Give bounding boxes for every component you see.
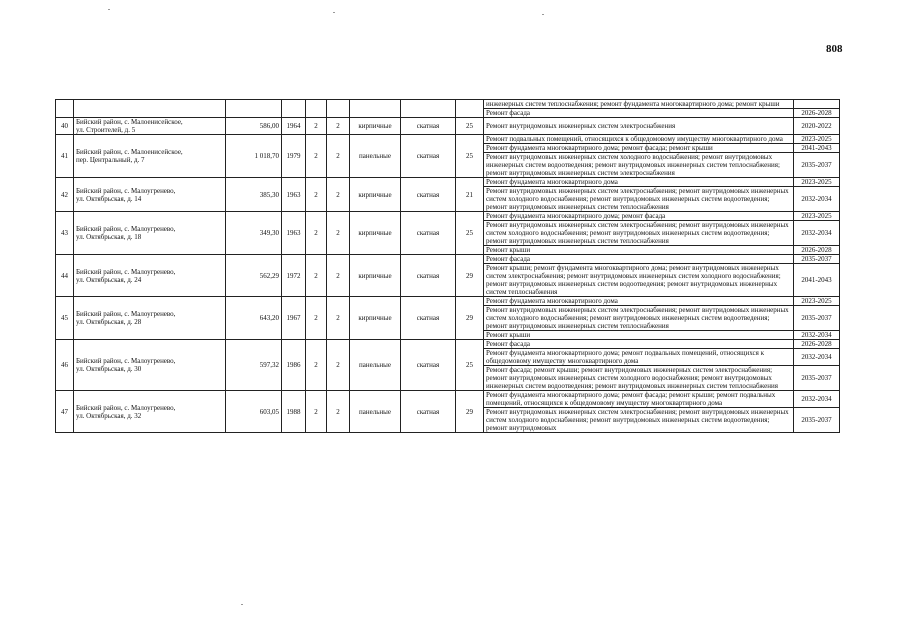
repair-period: 2041-2043 bbox=[794, 144, 840, 153]
area-cell bbox=[226, 100, 282, 118]
roof-cell bbox=[401, 100, 456, 118]
floor-count: 2 bbox=[306, 340, 327, 391]
repair-work-description: Ремонт фундамента многоквартирного дома; ремонт фасада; ремонт крыши bbox=[484, 144, 794, 153]
repair-work-description: Ремонт внутридомовых инженерных систем электроснабжения; ремонт внутридомовых инженерных систем холодного водоснабжения; ремонт внутридомовых инженерных систем водоотведения; ремонт внутридомовых bbox=[484, 408, 794, 433]
total-area: 597,32 bbox=[226, 340, 282, 391]
wear-percent: 25 bbox=[456, 118, 484, 135]
row-number: 44 bbox=[56, 255, 74, 297]
table-row bbox=[56, 212, 840, 221]
entrance-count: 2 bbox=[327, 212, 350, 255]
floor-count: 2 bbox=[306, 212, 327, 255]
house-address: Бийский район, с. Малоенисейское, пер. Центральный, д. 7 bbox=[74, 135, 226, 178]
repair-period: 2026-2028 bbox=[794, 246, 840, 255]
row-number: 41 bbox=[56, 135, 74, 178]
total-area: 1 018,70 bbox=[226, 135, 282, 178]
floor-count: 2 bbox=[306, 255, 327, 297]
table-row bbox=[56, 391, 840, 408]
repair-period: 2032-2034 bbox=[794, 331, 840, 340]
repair-period: 2032-2034 bbox=[794, 391, 840, 408]
wall-material: кирпичные bbox=[350, 178, 401, 212]
repair-work-description: Ремонт фундамента многоквартирного дома; ремонт фасада; ремонт крыши; ремонт подвальных помещений, относящихся к общедомовому имуществу многоквартирного дома bbox=[484, 391, 794, 408]
repair-period: 2032-2034 bbox=[794, 349, 840, 366]
house-address: Бийский район, с. Малоугренево, ул. Октябрьская, д. 30 bbox=[74, 340, 226, 391]
repair-work-description: Ремонт фасада; ремонт крыши; ремонт внутридомовых инженерных систем электроснабжения; ремонт внутридомовых инженерных систем холодного водоснабжения; ремонт внутридомовых инженерных систем водоотведения; ремонт внутридомовых инженерных систем теплоснабжения bbox=[484, 366, 794, 391]
entrance-count: 2 bbox=[327, 178, 350, 212]
housing-repair-table bbox=[55, 99, 840, 433]
wear-percent: 29 bbox=[456, 391, 484, 433]
repair-work-description: Ремонт внутридомовых инженерных систем электроснабжения; ремонт внутридомовых инженерных систем холодного водоснабжения; ремонт внутридомовых инженерных систем водоотведения; ремонт внутридомовых инженерных систем теплоснабжения bbox=[484, 187, 794, 212]
build-year: 1988 bbox=[282, 391, 306, 433]
repair-work-description: Ремонт внутридомовых инженерных систем электроснабжения bbox=[484, 118, 794, 135]
repair-period: 2035-2037 bbox=[794, 306, 840, 331]
table-row bbox=[56, 135, 840, 144]
row-number: 46 bbox=[56, 340, 74, 391]
repair-period: 2023-2025 bbox=[794, 135, 840, 144]
repair-period: 2032-2034 bbox=[794, 221, 840, 246]
house-address: Бийский район, с. Малоугренево, ул. Октябрьская, д. 24 bbox=[74, 255, 226, 297]
scan-speck bbox=[333, 12, 335, 13]
build-year: 1986 bbox=[282, 340, 306, 391]
repair-work-description: Ремонт фундамента многоквартирного дома; ремонт подвальных помещений, относящихся к общедомовому имуществу многоквартирного дома bbox=[484, 349, 794, 366]
wall-material: панельные bbox=[350, 391, 401, 433]
repair-work-description: Ремонт крыши bbox=[484, 246, 794, 255]
build-year: 1963 bbox=[282, 178, 306, 212]
repair-work-description: Ремонт внутридомовых инженерных систем электроснабжения; ремонт внутридомовых инженерных систем холодного водоснабжения; ремонт внутридомовых инженерных систем водоотведения; ремонт внутридомовых инженерных систем теплоснабжения bbox=[484, 221, 794, 246]
entrance-count: 2 bbox=[327, 391, 350, 433]
address-cell bbox=[74, 100, 226, 118]
roof-type: скатная bbox=[401, 255, 456, 297]
house-address: Бийский район, с. Малоугренево, ул. Октябрьская, д. 32 bbox=[74, 391, 226, 433]
row-number: 40 bbox=[56, 118, 74, 135]
scan-speck bbox=[542, 14, 544, 15]
table-row bbox=[56, 255, 840, 264]
build-year: 1979 bbox=[282, 135, 306, 178]
repair-period: 2032-2034 bbox=[794, 187, 840, 212]
row-number: 42 bbox=[56, 178, 74, 212]
roof-type: скатная bbox=[401, 340, 456, 391]
repair-period: 2035-2037 bbox=[794, 366, 840, 391]
house-address: Бийский район, с. Малоугренево, ул. Октябрьская, д. 18 bbox=[74, 212, 226, 255]
wear-percent: 25 bbox=[456, 135, 484, 178]
total-area: 385,30 bbox=[226, 178, 282, 212]
wear-percent: 29 bbox=[456, 297, 484, 340]
repair-period: 2023-2025 bbox=[794, 212, 840, 221]
repair-work-description: Ремонт крыши; ремонт фундамента многоквартирного дома; ремонт внутридомовых инженерных систем электроснабжения; ремонт внутридомовых инженерных систем холодного водоснабжения; ремонт внутридомовых инженерных систем водоотведения; ремонт внутридомовых инженерных систем теплоснабжения bbox=[484, 264, 794, 297]
entrance-count: 2 bbox=[327, 118, 350, 135]
table-row bbox=[56, 118, 840, 135]
table-row bbox=[56, 340, 840, 349]
build-year: 1972 bbox=[282, 255, 306, 297]
table-body bbox=[56, 100, 840, 433]
floor-count: 2 bbox=[306, 118, 327, 135]
wall-material: панельные bbox=[350, 135, 401, 178]
roof-type: скатная bbox=[401, 391, 456, 433]
repair-work-description: Ремонт крыши bbox=[484, 331, 794, 340]
total-area: 586,00 bbox=[226, 118, 282, 135]
period-cell: 2026-2028 bbox=[794, 109, 840, 118]
wall-material: кирпичные bbox=[350, 255, 401, 297]
floor-count: 2 bbox=[306, 391, 327, 433]
total-area: 349,30 bbox=[226, 212, 282, 255]
repair-period: 2041-2043 bbox=[794, 264, 840, 297]
entrance-count: 2 bbox=[327, 135, 350, 178]
wear-percent: 25 bbox=[456, 340, 484, 391]
wear-cell bbox=[456, 100, 484, 118]
repair-period: 2023-2025 bbox=[794, 178, 840, 187]
roof-type: скатная bbox=[401, 178, 456, 212]
wall-material: кирпичные bbox=[350, 212, 401, 255]
repair-period: 2035-2037 bbox=[794, 153, 840, 178]
repair-work-description: Ремонт внутридомовых инженерных систем электроснабжения; ремонт внутридомовых инженерных систем холодного водоснабжения; ремонт внутридомовых инженерных систем водоотведения; ремонт внутридомовых инженерных систем теплоснабжения bbox=[484, 306, 794, 331]
row-number: 43 bbox=[56, 212, 74, 255]
wear-percent: 29 bbox=[456, 255, 484, 297]
build-year: 1967 bbox=[282, 297, 306, 340]
scan-speck bbox=[241, 604, 243, 605]
build-year: 1963 bbox=[282, 212, 306, 255]
repair-period: 2023-2025 bbox=[794, 297, 840, 306]
repair-work-description: Ремонт внутридомовых инженерных систем холодного водоснабжения; ремонт внутридомовых инженерных систем водоотведения; ремонт внутридомовых инженерных систем теплоснабжения; ремонт внутридомовых инженерных систем электроснабжения bbox=[484, 153, 794, 178]
row-number: 45 bbox=[56, 297, 74, 340]
page-number: 808 bbox=[826, 43, 843, 55]
entrance-count: 2 bbox=[327, 297, 350, 340]
wear-percent: 21 bbox=[456, 178, 484, 212]
house-address: Бийский район, с. Малоугренево, ул. Октябрьская, д. 28 bbox=[74, 297, 226, 340]
repair-period: 2035-2037 bbox=[794, 408, 840, 433]
work-cell: инженерных систем теплоснабжения; ремонт фундамента многоквартирного дома; ремонт крыши bbox=[484, 100, 794, 109]
repair-period: 2026-2028 bbox=[794, 340, 840, 349]
floor-count: 2 bbox=[306, 297, 327, 340]
period-cell bbox=[794, 100, 840, 109]
year-cell bbox=[282, 100, 306, 118]
work-cell: Ремонт фасада bbox=[484, 109, 794, 118]
entrances-cell bbox=[327, 100, 350, 118]
wall-material: панельные bbox=[350, 340, 401, 391]
repair-work-description: Ремонт фундамента многоквартирного дома bbox=[484, 178, 794, 187]
repair-work-description: Ремонт подвальных помещений, относящихся к общедомовому имуществу многоквартирного дома bbox=[484, 135, 794, 144]
table-row bbox=[56, 297, 840, 306]
table-row bbox=[56, 178, 840, 187]
walls-cell bbox=[350, 100, 401, 118]
roof-type: скатная bbox=[401, 297, 456, 340]
house-address: Бийский район, с. Малоугренево, ул. Октябрьская, д. 14 bbox=[74, 178, 226, 212]
floor-count: 2 bbox=[306, 135, 327, 178]
repair-period: 2035-2037 bbox=[794, 255, 840, 264]
roof-type: скатная bbox=[401, 135, 456, 178]
entrance-count: 2 bbox=[327, 255, 350, 297]
total-area: 603,05 bbox=[226, 391, 282, 433]
row-number-cell bbox=[56, 100, 74, 118]
house-address: Бийский район, с. Малоенисейское, ул. Строителей, д. 5 bbox=[74, 118, 226, 135]
scan-speck bbox=[108, 9, 110, 10]
floors-cell bbox=[306, 100, 327, 118]
wall-material: кирпичные bbox=[350, 118, 401, 135]
row-number: 47 bbox=[56, 391, 74, 433]
roof-type: скатная bbox=[401, 212, 456, 255]
continuation-row bbox=[56, 100, 840, 109]
repair-work-description: Ремонт фасада bbox=[484, 255, 794, 264]
floor-count: 2 bbox=[306, 178, 327, 212]
repair-period: 2020-2022 bbox=[794, 118, 840, 135]
repair-work-description: Ремонт фундамента многоквартирного дома; ремонт фасада bbox=[484, 212, 794, 221]
total-area: 562,29 bbox=[226, 255, 282, 297]
wear-percent: 25 bbox=[456, 212, 484, 255]
roof-type: скатная bbox=[401, 118, 456, 135]
repair-work-description: Ремонт фундамента многоквартирного дома bbox=[484, 297, 794, 306]
total-area: 643,20 bbox=[226, 297, 282, 340]
build-year: 1964 bbox=[282, 118, 306, 135]
repair-work-description: Ремонт фасада bbox=[484, 340, 794, 349]
entrance-count: 2 bbox=[327, 340, 350, 391]
wall-material: кирпичные bbox=[350, 297, 401, 340]
